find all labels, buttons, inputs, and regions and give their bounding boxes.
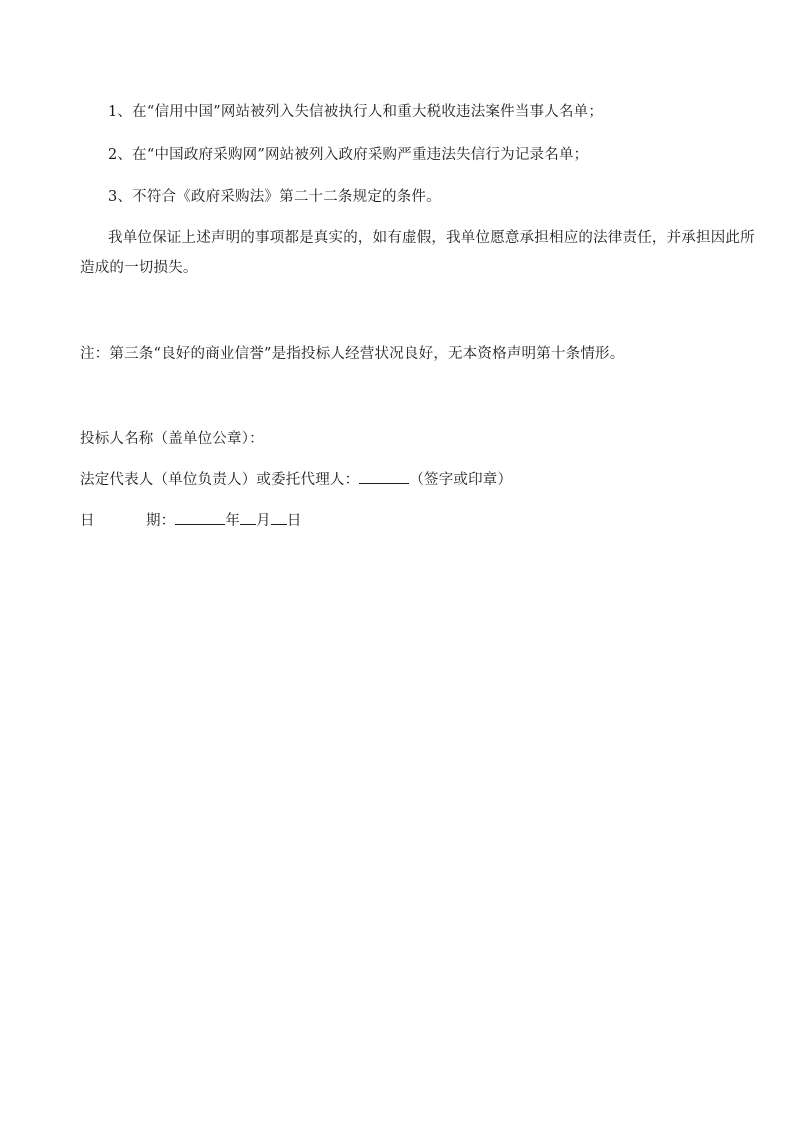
representative-line bbox=[80, 469, 512, 490]
representative-suffix: （签字或印章） bbox=[409, 472, 513, 488]
representative-signature-blank[interactable] bbox=[359, 469, 409, 484]
condition-item-3: 3、不符合《政府采购法》第二十二条规定的条件。 bbox=[108, 189, 441, 205]
statement-line-1: 我单位保证上述声明的事项都是真实的，如有虚假，我单位愿意承担相应的法律责任，并承担因此所 bbox=[108, 230, 755, 246]
month-blank[interactable] bbox=[240, 510, 256, 525]
day-label: 日 bbox=[286, 513, 302, 529]
condition-item-1: 1、在“信用中国”网站被列入失信被执行人和重大税收违法案件当事人名单； bbox=[108, 104, 604, 120]
note-text: 注：第三条“良好的商业信誉”是指投标人经营状况良好，无本资格声明第十条情形。 bbox=[80, 346, 625, 362]
year-blank[interactable] bbox=[175, 510, 225, 525]
statement-line-2: 造成的一切损失。 bbox=[80, 260, 198, 276]
condition-item-2: 2、在“中国政府采购网”网站被列入政府采购严重违法失信行为记录名单； bbox=[108, 147, 589, 163]
representative-label: 法定代表人（单位负责人）或委托代理人： bbox=[80, 472, 360, 488]
month-label: 月 bbox=[256, 513, 271, 529]
day-blank[interactable] bbox=[271, 510, 287, 525]
date-line bbox=[80, 510, 302, 531]
date-label-second: 期： bbox=[146, 513, 176, 529]
year-label: 年 bbox=[225, 513, 241, 529]
bidder-name-label: 投标人名称（盖单位公章）： bbox=[80, 431, 264, 447]
date-label-first: 日 bbox=[80, 513, 95, 529]
